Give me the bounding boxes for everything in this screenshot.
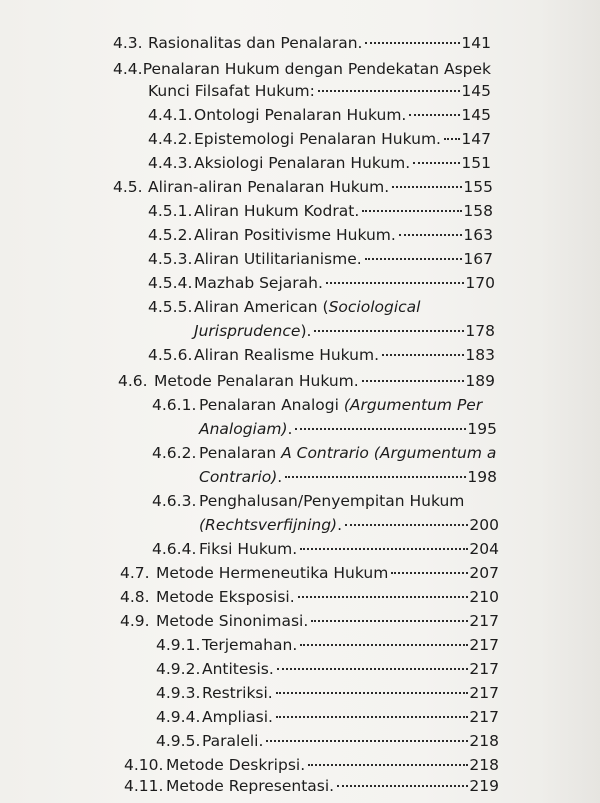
toc-entry-4-10[interactable]	[124, 754, 499, 776]
entry-number: 4.6.1.	[152, 396, 197, 414]
entry-title-italic: (Argumentum Per	[343, 396, 483, 414]
entry-title: Aliran Hukum Kodrat.	[194, 202, 360, 220]
entry-number: 4.3.	[113, 34, 143, 52]
entry-page: 207	[469, 564, 499, 582]
entry-title: Aksiologi Penalaran Hukum.	[194, 154, 411, 172]
toc-entry-4-5-5-cont[interactable]	[194, 320, 495, 342]
dot-leader	[276, 716, 468, 718]
toc-entry-4-4[interactable]	[113, 58, 491, 80]
dot-leader	[326, 282, 465, 284]
entry-number: 4.5.3.	[148, 250, 193, 268]
entry-page: 183	[465, 346, 495, 364]
entry-title: Metode Sinonimasi.	[156, 612, 309, 630]
entry-number: 4.11.	[124, 777, 164, 795]
toc-entry-4-6-4[interactable]	[152, 538, 499, 560]
entry-title-text: .	[287, 420, 293, 438]
toc-entry-4-5-1[interactable]	[148, 200, 493, 222]
entry-title-text: Aliran American (	[194, 298, 329, 316]
toc-entry-4-9-1[interactable]	[156, 634, 499, 656]
entry-page: 158	[463, 202, 493, 220]
entry-title: Restriksi.	[202, 684, 273, 702]
dot-leader	[295, 428, 466, 430]
entry-title-text: Penalaran Analogi	[199, 396, 344, 414]
entry-number: 4.6.3.	[152, 492, 197, 510]
entry-number: 4.8.	[120, 588, 150, 606]
toc-entry-4-9-4[interactable]	[156, 706, 499, 728]
entry-number: 4.10.	[124, 756, 164, 774]
entry-number: 4.5.4.	[148, 274, 193, 292]
entry-number: 4.4.2.	[148, 130, 193, 148]
toc-entry-4-7[interactable]	[120, 562, 499, 584]
dot-leader	[399, 234, 463, 236]
dot-leader	[392, 186, 462, 188]
dot-leader	[362, 210, 462, 212]
entry-title: Aliran-aliran Penalaran Hukum.	[148, 178, 390, 196]
entry-title: Antitesis.	[202, 660, 274, 678]
entry-page: 198	[467, 468, 497, 486]
toc-entry-4-3[interactable]	[113, 32, 491, 54]
entry-page: 178	[465, 322, 495, 340]
entry-number: 4.5.6.	[148, 346, 193, 364]
entry-title-continued	[199, 418, 292, 440]
toc-entry-4-6-2-cont[interactable]	[199, 466, 497, 488]
dot-leader	[285, 476, 466, 478]
entry-title-italic: Contrario)	[199, 468, 278, 486]
entry-title-italic: Jurisprudence	[194, 322, 301, 340]
entry-title: Aliran Positivisme Hukum.	[194, 226, 396, 244]
entry-page: 147	[461, 130, 491, 148]
entry-title	[199, 394, 482, 416]
toc-entry-4-9-5[interactable]	[156, 730, 499, 752]
entry-page: 219	[469, 777, 499, 795]
entry-page: 217	[469, 660, 499, 678]
toc-entry-4-5-5[interactable]	[148, 296, 495, 318]
entry-number: 4.9.2.	[156, 660, 201, 678]
entry-title	[194, 296, 420, 318]
page-edge-shade	[540, 0, 600, 803]
entry-page: 151	[461, 154, 491, 172]
entry-title: Ontologi Penalaran Hukum.	[194, 106, 407, 124]
entry-title-text: Penalaran	[199, 444, 282, 462]
entry-page: 200	[469, 516, 499, 534]
entry-number: 4.5.1.	[148, 202, 193, 220]
entry-title-text: .	[277, 468, 283, 486]
entry-title: Metode Penalaran Hukum.	[154, 372, 359, 390]
entry-page: 155	[463, 178, 493, 196]
entry-title: Metode Eksposisi.	[156, 588, 295, 606]
toc-entry-4-8[interactable]	[120, 586, 499, 608]
dot-leader	[308, 764, 468, 766]
dot-leader	[444, 138, 460, 140]
entry-title: Mazhab Sejarah.	[194, 274, 323, 292]
entry-number: 4.7.	[120, 564, 150, 582]
entry-page: 217	[469, 684, 499, 702]
entry-title: Aliran Realisme Hukum.	[194, 346, 380, 364]
toc-entry-4-9-2[interactable]	[156, 658, 499, 680]
toc-entry-4-6-3-cont[interactable]	[199, 514, 499, 536]
entry-title: Metode Representasi.	[166, 777, 335, 795]
entry-title: Fiksi Hukum.	[199, 540, 298, 558]
entry-title: Epistemologi Penalaran Hukum.	[194, 130, 441, 148]
dot-leader	[311, 620, 468, 622]
entry-title: Penghalusan/Penyempitan Hukum	[199, 492, 465, 510]
entry-number: 4.5.2.	[148, 226, 193, 244]
entry-title-italic: A Contrario (Argumentum a	[281, 444, 497, 462]
dot-leader	[300, 548, 468, 550]
toc-entry-4-6[interactable]	[118, 370, 495, 392]
entry-title: Aliran Utilitarianisme.	[194, 250, 362, 268]
entry-page: 145	[461, 106, 491, 124]
toc-entry-4-6-3[interactable]	[152, 490, 499, 512]
toc-entry-4-6-1[interactable]	[152, 394, 497, 416]
dot-leader	[314, 330, 464, 332]
entry-page: 141	[461, 34, 491, 52]
entry-title-italic: (Rechtsverfijning)	[199, 516, 338, 534]
toc-entry-4-9[interactable]	[120, 610, 499, 632]
toc-entry-4-4-3[interactable]	[148, 152, 491, 174]
entry-page: 217	[469, 636, 499, 654]
entry-number: 4.6.	[118, 372, 148, 390]
entry-title-continued	[194, 320, 311, 342]
toc-entry-4-4-cont[interactable]	[148, 80, 491, 102]
entry-title-text: ).	[300, 322, 312, 340]
entry-title-continued: Kunci Filsafat Hukum:	[148, 82, 315, 100]
toc-entry-4-4-2[interactable]	[148, 128, 491, 150]
toc-entry-4-6-1-cont[interactable]	[199, 418, 497, 440]
dot-leader	[276, 692, 469, 694]
entry-title: Metode Deskripsi.	[166, 756, 306, 774]
entry-number: 4.6.2.	[152, 444, 197, 462]
dot-leader	[277, 668, 469, 670]
toc-entry-4-5-4[interactable]	[148, 272, 495, 294]
dot-leader	[365, 42, 460, 44]
entry-title: Penalaran Hukum dengan Pendekatan Aspek	[142, 60, 491, 78]
entry-title-continued	[199, 514, 342, 536]
entry-title: Ampliasi.	[202, 708, 273, 726]
entry-title-text: .	[337, 516, 343, 534]
entry-title-italic: Sociological	[328, 298, 421, 316]
entry-number: 4.4.	[113, 60, 143, 78]
entry-page: 218	[469, 756, 499, 774]
toc-entry-4-11[interactable]	[124, 775, 499, 797]
toc-entry-4-4-1[interactable]	[148, 104, 491, 126]
entry-page: 217	[469, 612, 499, 630]
entry-number: 4.9.5.	[156, 732, 201, 750]
entry-page: 145	[461, 82, 491, 100]
entry-number: 4.6.4.	[152, 540, 197, 558]
toc-entry-4-5-3[interactable]	[148, 248, 493, 270]
toc-entry-4-5-2[interactable]	[148, 224, 493, 246]
dot-leader	[318, 90, 461, 92]
entry-page: 170	[465, 274, 495, 292]
dot-leader	[365, 258, 463, 260]
toc-entry-4-5[interactable]	[113, 176, 493, 198]
entry-page: 218	[469, 732, 499, 750]
entry-page: 210	[469, 588, 499, 606]
entry-title: Terjemahan.	[202, 636, 298, 654]
toc-entry-4-9-3[interactable]	[156, 682, 499, 704]
entry-title-italic: Analogiam)	[199, 420, 288, 438]
entry-number: 4.5.	[113, 178, 143, 196]
dot-leader	[300, 644, 468, 646]
entry-page: 189	[465, 372, 495, 390]
dot-leader	[266, 740, 468, 742]
entry-number: 4.4.1.	[148, 106, 193, 124]
toc-entry-4-6-2[interactable]	[152, 442, 497, 464]
entry-page: 204	[469, 540, 499, 558]
entry-number: 4.4.3.	[148, 154, 193, 172]
entry-title: Rasionalitas dan Penalaran.	[148, 34, 363, 52]
entry-number: 4.5.5.	[148, 298, 193, 316]
dot-leader	[413, 162, 460, 164]
entry-title: Metode Hermeneutika Hukum	[156, 564, 389, 582]
entry-title: Paraleli.	[202, 732, 264, 750]
entry-number: 4.9.3.	[156, 684, 201, 702]
entry-page: 163	[463, 226, 493, 244]
toc-entry-4-5-6[interactable]	[148, 344, 495, 366]
entry-title	[199, 442, 496, 464]
entry-number: 4.9.1.	[156, 636, 201, 654]
entry-page: 217	[469, 708, 499, 726]
dot-leader	[362, 380, 465, 382]
dot-leader	[382, 354, 464, 356]
entry-title-continued	[199, 466, 282, 488]
dot-leader	[391, 572, 468, 574]
dot-leader	[409, 114, 460, 116]
dot-leader	[298, 596, 469, 598]
entry-page: 195	[467, 420, 497, 438]
dot-leader	[337, 785, 468, 787]
entry-page: 167	[463, 250, 493, 268]
entry-number: 4.9.	[120, 612, 150, 630]
dot-leader	[345, 524, 468, 526]
entry-number: 4.9.4.	[156, 708, 201, 726]
